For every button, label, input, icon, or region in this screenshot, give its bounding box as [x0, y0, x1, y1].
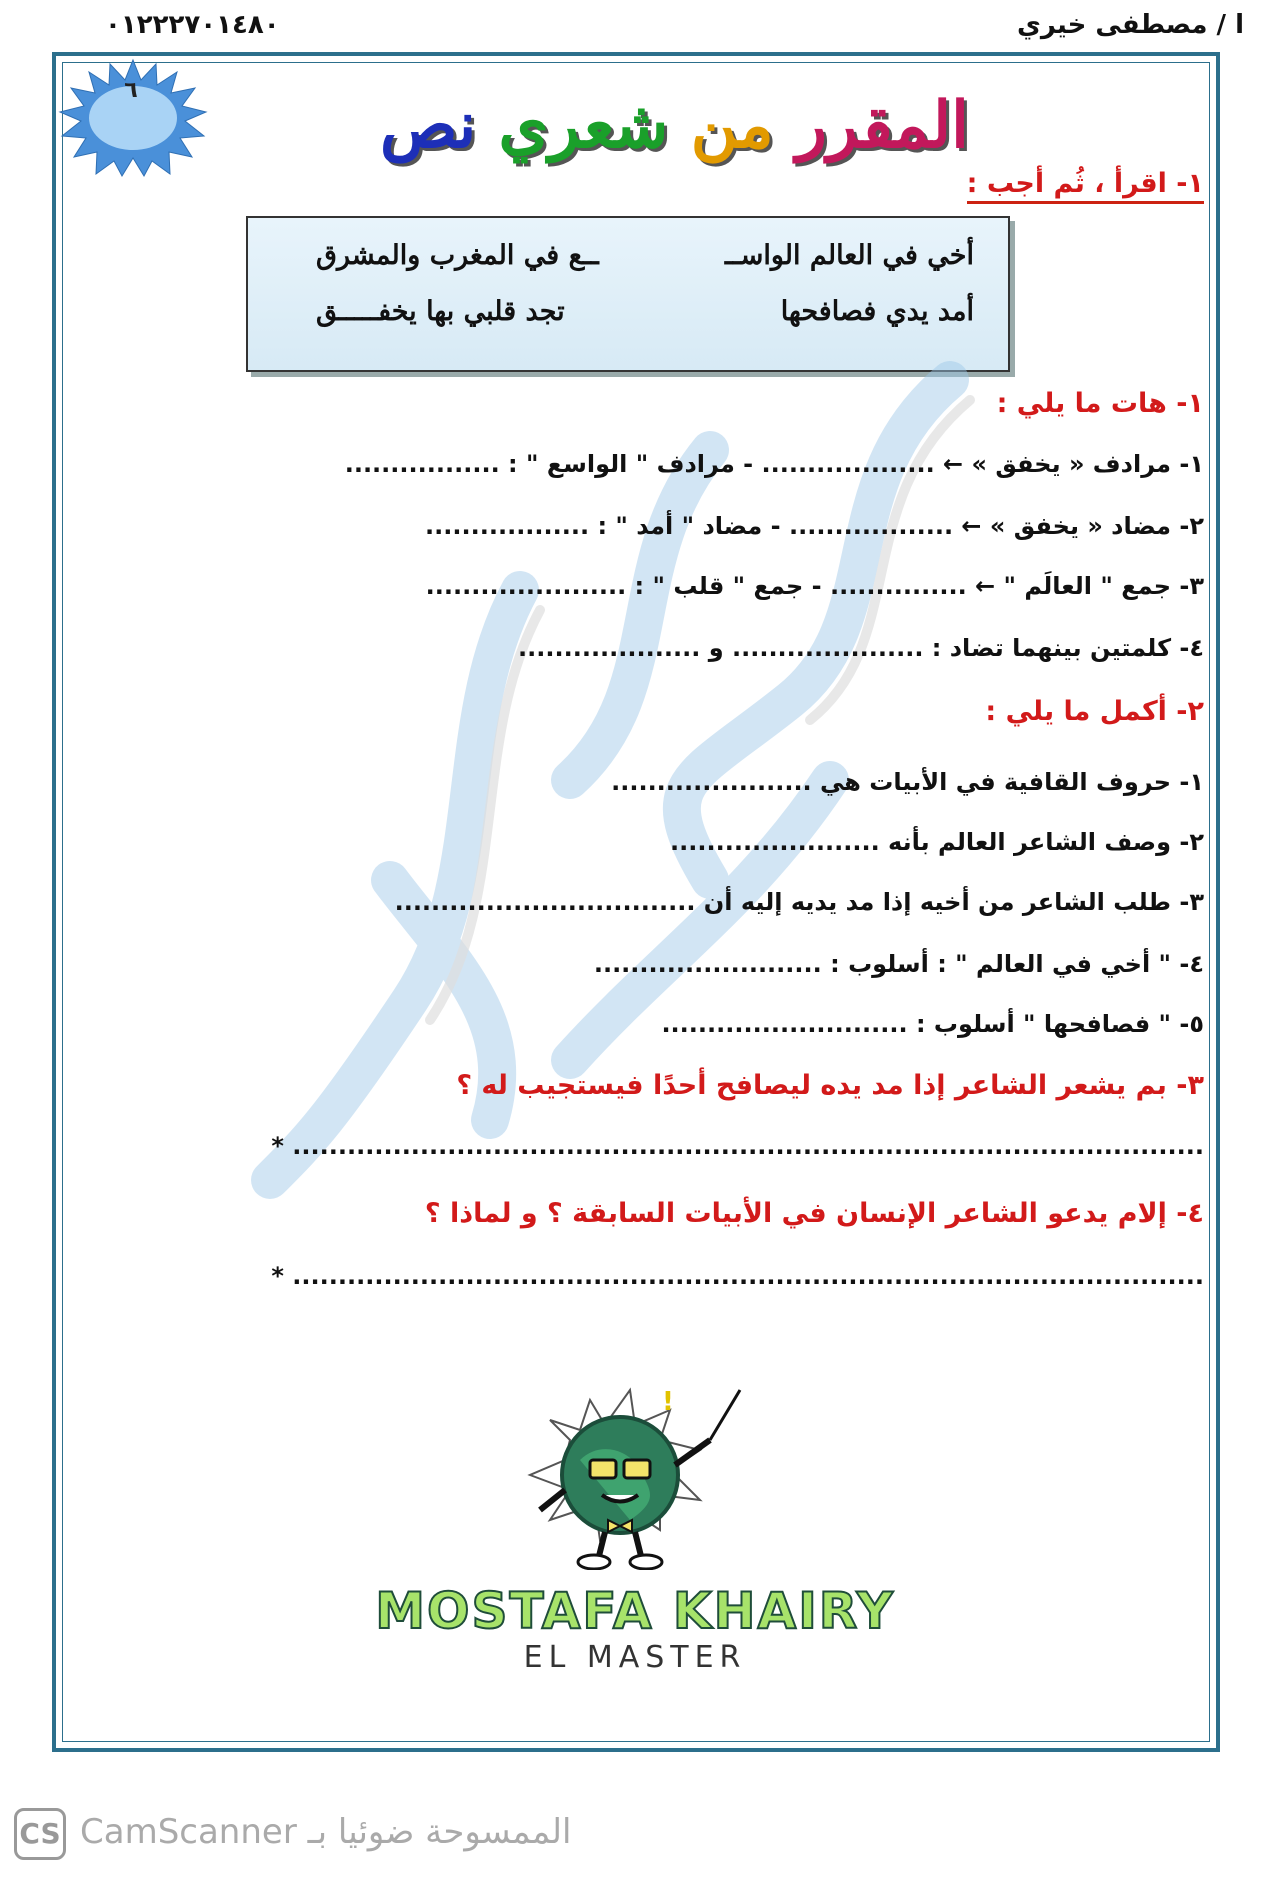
question-3-answer-line: * ....................................................................................................	[271, 1132, 1204, 1160]
question-2-item: ٣- طلب الشاعر من أخيه إذا مد يديه إليه أن .................................	[394, 888, 1204, 916]
question-3-heading: ٣- بم يشعر الشاعر إذا مد يده ليصافح أحدًا فيستجيب له ؟	[456, 1070, 1204, 1101]
question-2-item: ٤- " أخي في العالم " : أسلوب : .........................	[593, 950, 1204, 978]
page-number: ٦	[124, 78, 138, 103]
verse-1-first-half: أخي في العالم الواســ	[724, 240, 974, 271]
question-2-heading: ٢- أكمل ما يلي :	[985, 696, 1204, 727]
title-word: نص	[380, 88, 477, 163]
question-1-item: ١- مرادف « يخفق » ← ................... - مرادف " الواسع " : .................	[344, 450, 1204, 478]
title-word: شعري	[498, 88, 669, 163]
verse-2-second-half: تجد قلبي بها يخفـــــق	[316, 296, 565, 327]
poem-box	[246, 216, 1010, 372]
phone-number: ٠١٢٢٢٧٠١٤٨٠	[105, 10, 280, 40]
question-2-item: ٢- وصف الشاعر العالم بأنه .......................	[670, 828, 1204, 856]
svg-text:!: !	[662, 1387, 674, 1417]
question-1-item: ٢- مضاد « يخفق » ← .................. - مضاد " أمد " : ..................	[425, 512, 1204, 540]
question-4-answer-line: * ....................................................................................................	[271, 1262, 1204, 1290]
question-2-item: ١- حروف القافية في الأبيات هي ......................	[611, 768, 1204, 796]
camscanner-logo-icon: CS	[14, 1808, 66, 1860]
page-number-badge-icon	[58, 58, 208, 178]
verse-1-second-half: ــع في المغرب والمشرق	[316, 240, 599, 271]
teacher-name: ا / مصطفى خيري	[1017, 10, 1244, 40]
question-4-heading: ٤- إلام يدعو الشاعر الإنسان في الأبيات السابقة ؟ و لماذا ؟	[424, 1198, 1204, 1229]
read-answer-heading: ١- اقرأ ، ثُم أجب :	[967, 168, 1204, 204]
question-1-item: ٤- كلمتين بينهما تضاد : ..................... و ....................	[518, 634, 1204, 662]
logo-subtitle: EL MASTER	[523, 1640, 747, 1675]
title-word: المقرر	[795, 88, 969, 163]
globe-mascot-logo-icon	[510, 1380, 770, 1570]
question-2-item: ٥- " فصافحها " أسلوب : ...........................	[661, 1010, 1204, 1038]
question-1-heading: ١- هات ما يلي :	[996, 388, 1204, 419]
page-title	[380, 88, 969, 163]
title-word: من	[690, 88, 774, 163]
logo-name: MOSTAFA KHAIRY	[375, 1582, 895, 1640]
question-1-item: ٣- جمع " العالَم " ← ............... - جمع " قلب " : ......................	[425, 572, 1204, 600]
verse-2-first-half: أمد يدي فصافحها	[780, 296, 974, 327]
camscanner-text: CamScanner الممسوحة ضوئيا بـ	[80, 1812, 572, 1852]
